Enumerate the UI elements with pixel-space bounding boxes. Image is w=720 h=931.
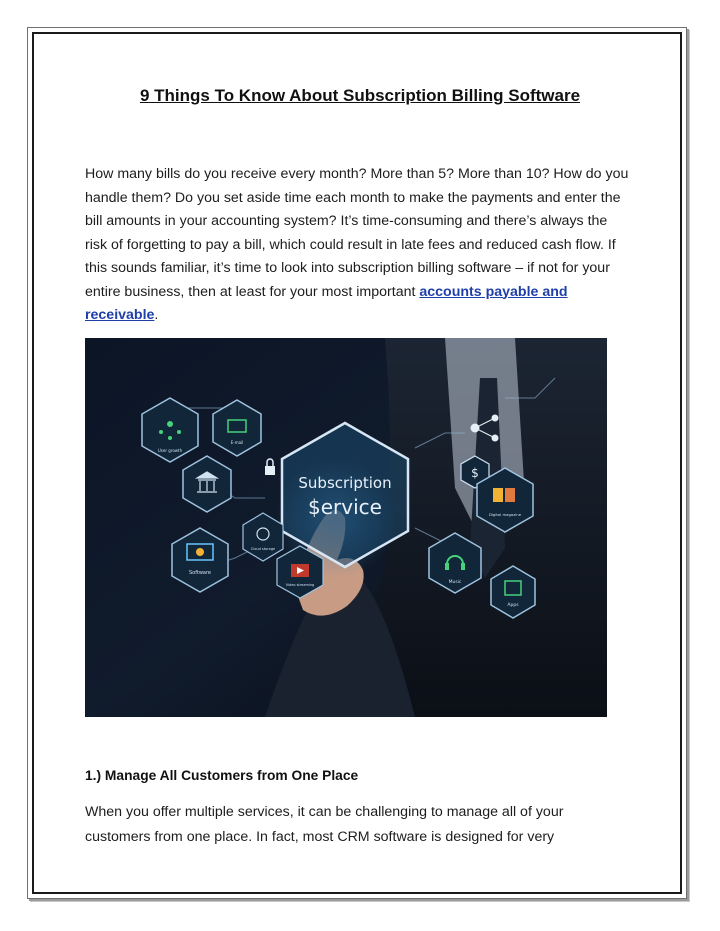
document-title: 9 Things To Know About Subscription Billing Software [139,86,581,105]
accounts-link[interactable]: accounts payable and receivable [85,283,568,323]
intro-paragraph [85,163,630,328]
user-growth-label: User growth [157,448,183,453]
apps-label: Apps [507,603,519,608]
email-label: E-mail [230,440,244,445]
hexagon-line2: $ervice [308,495,382,519]
hexagon-line1: Subscription [298,474,392,492]
music-label: Music [448,580,462,585]
dollar-icon: $ [471,466,479,480]
intro-text-end: . [154,307,159,323]
hero-image [85,338,607,717]
subscription-illustration [85,338,607,717]
software-label: Software [188,570,212,576]
digital-magazine-label: Digital magazine [488,512,522,517]
book-icon [493,488,503,502]
section-paragraph: When you offer multiple services, it can be challenging to manage all of your customers from one place. In fact, most CRM software is designed for very [85,804,564,845]
cloud-label: Cloud storage [250,547,276,551]
intro-text: How many bills do you receive every month? More than 5? More than 10? How do you handle them? Do you set aside time each month to make the payments and enter the bill amounts in your accounting system? It’s time-consuming and there’s always the risk of forgetting to pay a bill, which could result in late fees and reduced cash flow. If this sounds familiar, it’s time to look into subscription billing software – if not for your entire business, then at least for your most important [85,166,629,300]
video-label: Video streaming [285,583,315,587]
section-heading: 1.) Manage All Customers from One Place [85,768,359,783]
gear-icon [196,548,204,556]
